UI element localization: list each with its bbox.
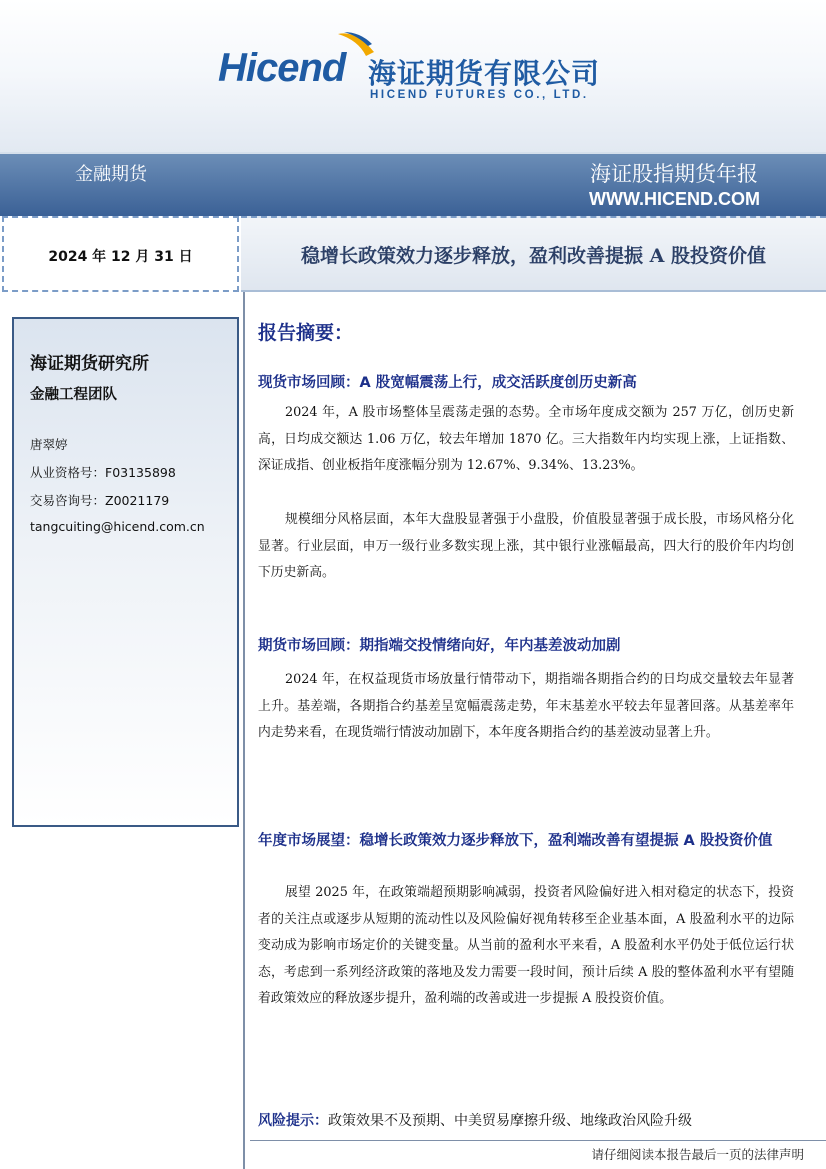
company-logo: [218, 30, 618, 110]
company-name-en: HICEND FUTURES CO., LTD.: [370, 89, 589, 101]
research-institute: 海证期货研究所: [30, 354, 149, 374]
footer-divider: [250, 1140, 826, 1141]
risk-notice: [258, 1110, 692, 1130]
report-type: 海证股指期货年报: [590, 162, 758, 186]
summary-title: 报告摘要：: [258, 322, 354, 344]
paragraph: 展望 2025 年，在政策端超预期影响减弱，投资者风险偏好进入相对稳定的状态下，投资者的关注点或逐步从短期的流动性以及风险偏好视角转移至企业基本面，A 股盈利水平的边际变动成为影响市场定价的关键变量。从当前的盈利水平来看，A 股盈利水平仍处于低位运行状态，考虑到一系列经济政策的落地及发力需要一段时间，预计后续 A 股的整体盈利水平有望随着政策效应的释放逐步提升，盈利端的改善或进一步提振 A 股投资价值。: [258, 885, 794, 1006]
license-number: 从业资格号：F03135898: [30, 465, 176, 480]
company-name-cn: 海证期货有限公司: [368, 57, 601, 90]
legal-notice: 请仔细阅读本报告最后一页的法律声明: [591, 1147, 804, 1162]
section-heading-outlook: 年度市场展望：稳增长政策效力逐步释放下，盈利端改善有望提振 A 股投资价值: [258, 833, 773, 849]
report-title: 稳增长政策效力逐步释放，盈利改善提振 A 股投资价值: [301, 245, 766, 267]
website-link[interactable]: WWW.HICEND.COM: [589, 189, 760, 209]
title-bar: [241, 216, 826, 292]
paragraph: 2024 年，A 股市场整体呈震荡走强的态势。全市场年度成交额为 257 万亿，创历史新高，日均成交额达 1.06 万亿，较去年增加 1870 亿。三大指数年内均实现上涨，上证指数、深证成指、创业板指年度涨幅分别为 12.67%、9.34%、13.23%。: [258, 405, 794, 473]
column-divider: [243, 292, 245, 1169]
paragraph: 2024 年，在权益现货市场放量行情带动下，期指端各期指合约的日均成交量较去年显著上升。基差端，各期指合约基差呈宽幅震荡走势，年末基差水平较去年显著回落。从基差率年内走势来看，在现货端行情波动加剧下，本年度各期指合约的基差波动显著上升。: [258, 672, 794, 740]
risk-text: 政策效果不及预期、中美贸易摩擦升级、地缘政治风险升级: [328, 1113, 692, 1129]
report-date: 2024 年 12 月 31 日: [48, 249, 193, 265]
analyst-name: 唐翠婷: [30, 437, 68, 452]
paragraph: 规模细分风格层面，本年大盘股显著强于小盘股，价值股显著强于成长股，市场风格分化显著。行业层面，申万一级行业多数实现上涨，其中银行业涨幅最高，四大行的股价年内均创下历史新高。: [258, 512, 794, 580]
section-heading-spot: 现货市场回顾：A 股宽幅震荡上行，成交活跃度创历史新高: [258, 375, 637, 391]
analyst-email[interactable]: tangcuiting@hicend.com.cn: [30, 519, 205, 534]
section-heading-futures: 期货市场回顾：期指端交投情绪向好，年内基差波动加剧: [258, 638, 621, 654]
logo-wordmark: Hicend: [218, 46, 346, 90]
date-box: [2, 216, 239, 292]
report-category: 金融期货: [75, 164, 147, 185]
consult-number: 交易咨询号：Z0021179: [30, 493, 170, 508]
analyst-panel: [12, 317, 239, 827]
team-name: 金融工程团队: [30, 387, 117, 403]
risk-label: 风险提示：: [258, 1113, 328, 1129]
